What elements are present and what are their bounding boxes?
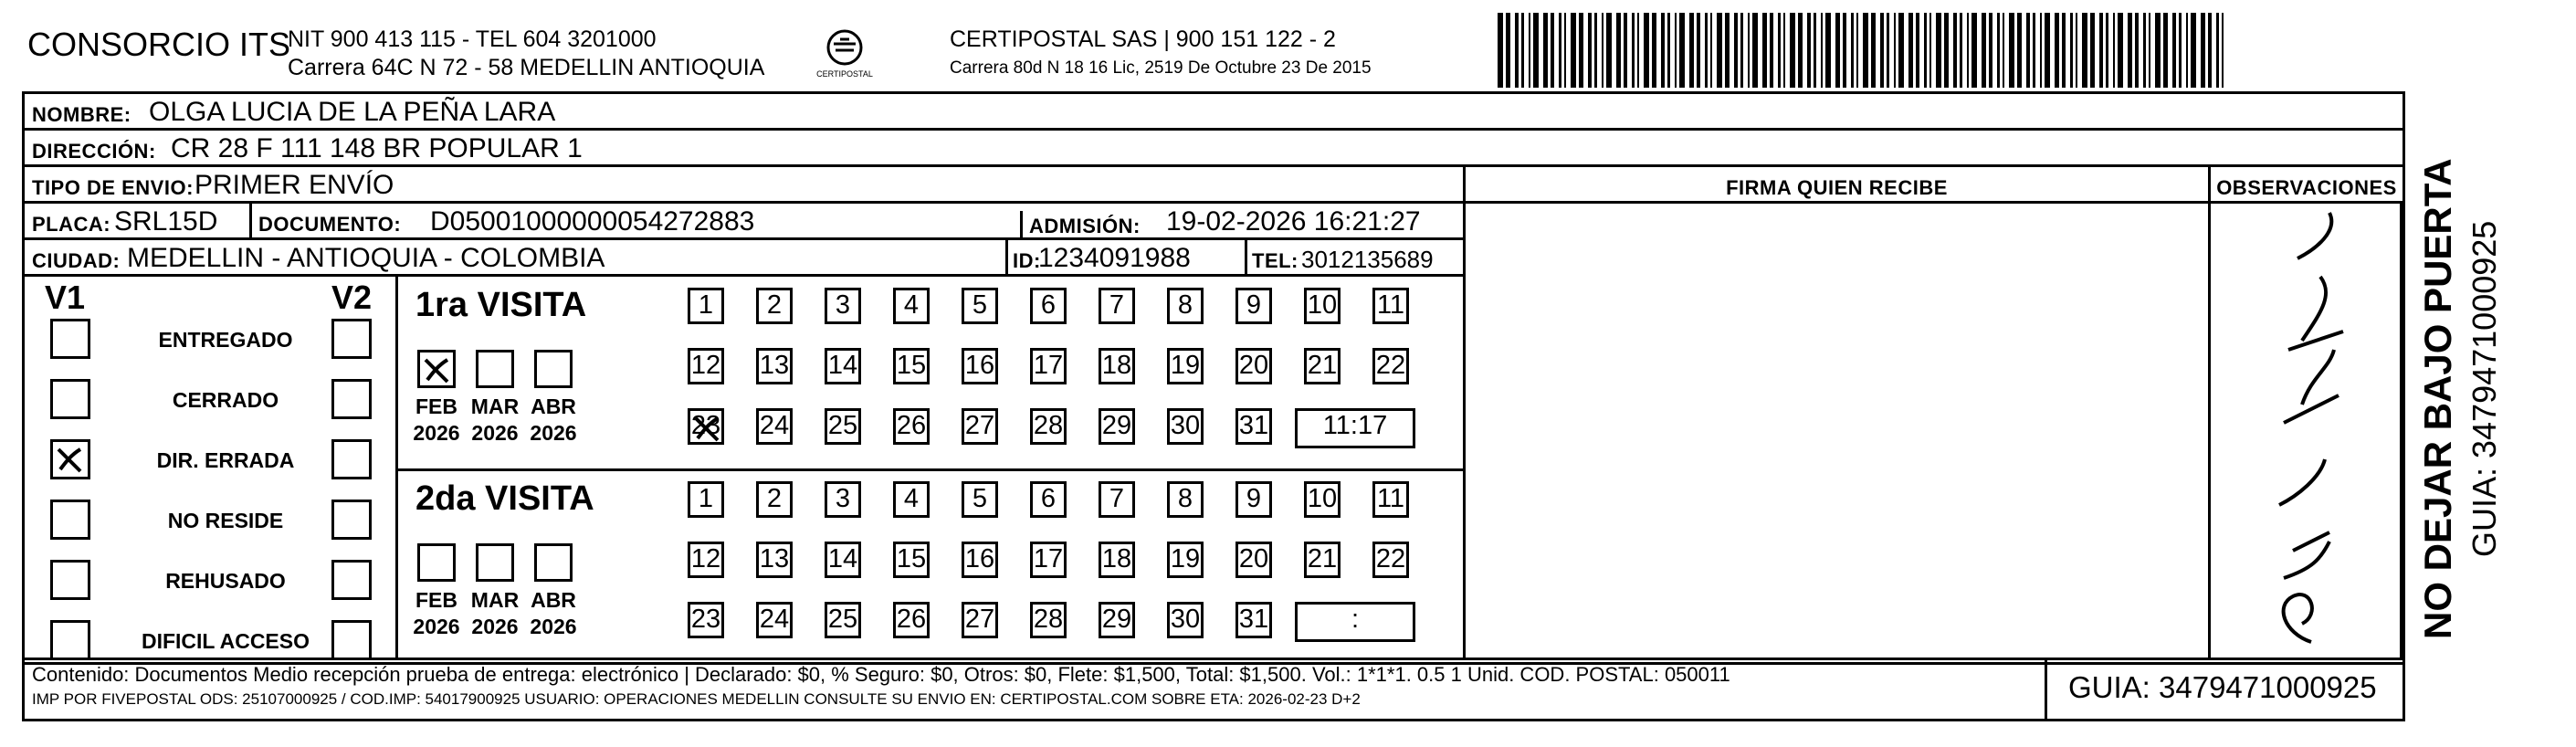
- barcode-bar: [1579, 13, 1583, 88]
- barcode-bar: [1564, 13, 1566, 88]
- day-box[interactable]: 1: [688, 288, 724, 324]
- barcode-bar: [1551, 13, 1554, 88]
- company-name: CONSORCIO ITS: [27, 26, 291, 63]
- barcode-bar: [2149, 13, 2150, 88]
- barcode-bar: [2208, 13, 2212, 88]
- barcode-bar: [2216, 13, 2219, 88]
- day-box[interactable]: 12: [688, 348, 724, 384]
- day-box[interactable]: 9: [1235, 288, 1272, 324]
- barcode-bar: [1997, 13, 2000, 88]
- barcode-bar: [1880, 13, 1884, 88]
- barcode-bar: [1863, 13, 1868, 88]
- barcode-bar: [1498, 13, 1503, 88]
- month-checkbox[interactable]: [417, 350, 456, 388]
- time-box[interactable]: :: [1295, 602, 1415, 642]
- day-box[interactable]: 8: [1167, 481, 1204, 518]
- day-box[interactable]: 19: [1167, 348, 1204, 384]
- day-box[interactable]: 31: [1235, 602, 1272, 638]
- status-v1-checkbox[interactable]: [50, 439, 90, 479]
- day-box[interactable]: 10: [1304, 288, 1341, 324]
- footer: [22, 658, 2405, 721]
- day-box[interactable]: 7: [1099, 481, 1135, 518]
- nombre-value: OLGA LUCIA DE LA PEÑA LARA: [149, 97, 556, 127]
- day-box[interactable]: 20: [1235, 348, 1272, 384]
- barcode-bar: [2082, 13, 2087, 88]
- observaciones-label: OBSERVACIONES: [2216, 176, 2397, 199]
- cert-line: CERTIPOSTAL SAS | 900 151 122 - 2: [950, 26, 1336, 52]
- status-v2-checkbox[interactable]: [331, 379, 372, 419]
- day-box[interactable]: 26: [893, 408, 930, 445]
- day-box[interactable]: 23: [688, 602, 724, 638]
- status-label: REHUSADO: [165, 569, 286, 593]
- barcode-bar: [1624, 13, 1627, 88]
- barcode-bar: [1652, 13, 1656, 88]
- day-box[interactable]: 17: [1030, 542, 1067, 578]
- barcode-bar: [2201, 13, 2205, 88]
- day-box[interactable]: 2: [756, 481, 793, 518]
- day-box[interactable]: 6: [1030, 481, 1067, 518]
- day-box[interactable]: 7: [1099, 288, 1135, 324]
- barcode-bar: [2017, 13, 2022, 88]
- barcode-bar: [1637, 13, 1639, 88]
- barcode-bar: [1543, 13, 1548, 88]
- status-v1-checkbox[interactable]: [50, 620, 90, 660]
- barcode-bar: [1807, 13, 1811, 88]
- day-box[interactable]: 30: [1167, 602, 1204, 638]
- barcode-bar: [1783, 13, 1785, 88]
- guia-footer: GUIA: 3479471000925: [2068, 670, 2377, 704]
- status-label: DIR. ERRADA: [156, 448, 295, 472]
- nit-line: NIT 900 413 115 - TEL 604 3201000: [288, 26, 657, 52]
- month-name: FEB: [415, 588, 457, 612]
- barcode-bar: [2143, 13, 2146, 88]
- status-label: DIFICIL ACCESO: [141, 629, 310, 653]
- day-box[interactable]: 2: [756, 288, 793, 324]
- placa-label: PLACA:: [32, 213, 111, 236]
- barcode-bar: [1734, 13, 1738, 88]
- no-dejar-text: NO DEJAR BAJO PUERTA: [2416, 158, 2459, 639]
- barcode-bar: [1814, 13, 1816, 88]
- status-v2-checkbox[interactable]: [331, 439, 372, 479]
- day-box[interactable]: 30: [1167, 408, 1204, 445]
- day-box[interactable]: 15: [893, 348, 930, 384]
- barcode-bar: [1632, 13, 1635, 88]
- status-label: CERRADO: [172, 388, 279, 412]
- nombre-row: [25, 94, 2403, 131]
- barcode-bar: [1843, 13, 1846, 88]
- tel-label: TEL:: [1252, 249, 1299, 272]
- divider: [22, 658, 2405, 660]
- barcode-bar: [1851, 13, 1854, 88]
- day-box[interactable]: 27: [962, 602, 998, 638]
- day-box[interactable]: 18: [1099, 542, 1135, 578]
- barcode-bar: [1825, 13, 1831, 88]
- month-checkbox[interactable]: [476, 543, 514, 582]
- status-v2-checkbox[interactable]: [331, 620, 372, 660]
- direccion-label: DIRECCIÓN:: [32, 140, 156, 163]
- day-box[interactable]: 17: [1030, 348, 1067, 384]
- documento-value: D05001000000054272883: [430, 206, 755, 237]
- month-year: 2026: [413, 615, 460, 638]
- barcode-bar: [1936, 13, 1941, 88]
- barcode-bar: [1705, 13, 1708, 88]
- tipo-row: [25, 167, 1466, 204]
- divider: [1005, 240, 1008, 277]
- status-v2-checkbox[interactable]: [331, 500, 372, 540]
- barcode-bar: [1916, 13, 1919, 88]
- day-box[interactable]: 11: [1372, 288, 1409, 324]
- barcode-bar: [1752, 13, 1758, 88]
- barcode-bar: [1667, 13, 1670, 88]
- day-box[interactable]: 21: [1304, 348, 1341, 384]
- barcode-bar: [1571, 13, 1576, 88]
- day-box[interactable]: 3: [825, 288, 861, 324]
- barcode-bar: [1506, 13, 1510, 88]
- firma-label: FIRMA QUIEN RECIBE: [1726, 176, 1948, 199]
- day-box[interactable]: 4: [893, 288, 930, 324]
- day-box[interactable]: 31: [1235, 408, 1272, 445]
- day-box[interactable]: 25: [825, 408, 861, 445]
- certipostal-info: [950, 26, 1372, 82]
- imp-text: IMP POR FIVEPOSTAL ODS: 25107000925 / COD.IMP: 54017900925 USUARIO: OPERACIONES MEDELLIN CONSULTE SU ENVIO EN: CERTIPOSTAL.COM SOBRE ETA: 2026-02-23 D+2: [32, 690, 1361, 708]
- firma-header: [1466, 167, 2208, 204]
- barcode-bar: [1762, 13, 1767, 88]
- v1-label: V1: [45, 279, 86, 316]
- day-box[interactable]: 14: [825, 542, 861, 578]
- month-year: 2026: [471, 615, 519, 638]
- month-label: [409, 394, 464, 447]
- month-checkbox[interactable]: [417, 543, 456, 582]
- day-box[interactable]: 28: [1030, 602, 1067, 638]
- day-box[interactable]: 23: [688, 408, 724, 445]
- day-box[interactable]: 5: [962, 481, 998, 518]
- barcode-bar: [2191, 13, 2196, 88]
- cert-address: Carrera 80d N 18 16 Lic, 2519 De Octubre 23 De 2015: [950, 58, 1372, 78]
- status-v1-checkbox[interactable]: [50, 500, 90, 540]
- day-box[interactable]: 6: [1030, 288, 1067, 324]
- day-box[interactable]: 10: [1304, 481, 1341, 518]
- side-guia-text: GUIA: 3479471000925: [2466, 220, 2503, 557]
- barcode-bar: [1697, 13, 1700, 88]
- status-v1-checkbox[interactable]: [50, 319, 90, 359]
- ciudad-row: [25, 240, 1466, 277]
- barcode-bar: [1770, 13, 1773, 88]
- barcode-bar: [1790, 13, 1795, 88]
- barcode-bar: [1740, 13, 1743, 88]
- month-label: [409, 587, 464, 640]
- barcode-bar: [1661, 13, 1665, 88]
- barcode-bar: [1856, 13, 1858, 88]
- barcode-bar: [1894, 13, 1896, 88]
- day-box[interactable]: 4: [893, 481, 930, 518]
- barcode-bar: [1725, 13, 1730, 88]
- barcode-bar: [1967, 13, 1969, 88]
- ciudad-value: MEDELLIN - ANTIOQUIA - COLOMBIA: [127, 243, 605, 273]
- barcode-bar: [2045, 13, 2050, 88]
- barcode-bar: [1717, 13, 1722, 88]
- v2-label: V2: [331, 279, 373, 316]
- day-box[interactable]: 25: [825, 602, 861, 638]
- status-v2-checkbox[interactable]: [331, 319, 372, 359]
- day-box[interactable]: 14: [825, 348, 861, 384]
- divider: [2403, 94, 2405, 662]
- status-v1-checkbox[interactable]: [50, 560, 90, 600]
- barcode-bar: [1644, 13, 1649, 88]
- barcode-bar: [1679, 13, 1685, 88]
- barcode-bar: [1908, 13, 1913, 88]
- divider: [1020, 211, 1023, 240]
- barcode-bar: [1982, 13, 1986, 88]
- divider: [249, 204, 252, 240]
- tipo-label: TIPO DE ENVIO:: [32, 176, 194, 199]
- barcode-bar: [2009, 13, 2014, 88]
- day-box[interactable]: 1: [688, 481, 724, 518]
- barcode-bar: [2099, 13, 2103, 88]
- divider: [2045, 658, 2047, 721]
- time-box[interactable]: 11:17: [1295, 408, 1415, 448]
- id-value: 1234091988: [1038, 243, 1191, 273]
- day-box[interactable]: 22: [1372, 542, 1409, 578]
- divider: [395, 468, 1466, 471]
- observaciones-header: [2208, 167, 2403, 204]
- status-label: ENTREGADO: [158, 328, 293, 352]
- divider: [1245, 240, 1247, 277]
- status-label: NO RESIDE: [167, 509, 284, 532]
- barcode-bar: [2128, 13, 2132, 88]
- company-info: [288, 26, 764, 82]
- barcode-bar: [2062, 13, 2066, 88]
- day-box[interactable]: 22: [1372, 348, 1409, 384]
- nombre-label: NOMBRE:: [32, 103, 131, 126]
- barcode-bar: [2118, 13, 2123, 88]
- visit1-title: 1ra VISITA: [415, 286, 587, 324]
- day-box[interactable]: 5: [962, 288, 998, 324]
- visits-area: [25, 277, 1466, 660]
- day-box[interactable]: 24: [756, 408, 793, 445]
- barcode-bar: [1944, 13, 1949, 88]
- barcode-bar: [1588, 13, 1592, 88]
- admision-value: 19-02-2026 16:21:27: [1166, 206, 1421, 237]
- barcode-bar: [1898, 13, 1904, 88]
- day-box[interactable]: 12: [688, 542, 724, 578]
- placa-row: [25, 204, 1466, 240]
- month-label: [468, 394, 522, 447]
- certipostal-logo: [813, 27, 877, 80]
- barcode-bar: [2135, 13, 2139, 88]
- barcode-bar: [2155, 13, 2161, 88]
- month-year: 2026: [471, 421, 519, 445]
- month-name: MAR: [470, 588, 520, 612]
- barcode-bar: [2070, 13, 2073, 88]
- status-v1-checkbox[interactable]: [50, 379, 90, 419]
- barcode-bar: [2003, 13, 2004, 88]
- day-box[interactable]: 3: [825, 481, 861, 518]
- day-box[interactable]: 21: [1304, 542, 1341, 578]
- barcode-bar: [1929, 13, 1931, 88]
- barcode-bar: [1989, 13, 1992, 88]
- shipping-form: [22, 91, 2405, 665]
- barcode-bar: [1521, 13, 1524, 88]
- barcode-bar: [2033, 13, 2035, 88]
- handwritten-observation: [2211, 204, 2403, 660]
- barcode-bar: [2076, 13, 2077, 88]
- day-box[interactable]: 29: [1099, 602, 1135, 638]
- day-box[interactable]: 19: [1167, 542, 1204, 578]
- barcode-bar: [1835, 13, 1840, 88]
- barcode-bar: [1971, 13, 1977, 88]
- barcode-bar: [1960, 13, 1962, 88]
- day-box[interactable]: 29: [1099, 408, 1135, 445]
- direccion-row: [25, 131, 2403, 167]
- placa-value: SRL15D: [114, 206, 218, 237]
- month-year: 2026: [413, 421, 460, 445]
- day-box[interactable]: 8: [1167, 288, 1204, 324]
- barcode-bar: [1887, 13, 1889, 88]
- barcode-bar: [2186, 13, 2188, 88]
- documento-label: DOCUMENTO:: [258, 213, 402, 236]
- day-box[interactable]: 13: [756, 348, 793, 384]
- barcode-bar: [1616, 13, 1621, 88]
- barcode-bar: [1594, 13, 1597, 88]
- barcode-bar: [1798, 13, 1803, 88]
- barcode-bar: [1559, 13, 1561, 88]
- month-year: 2026: [530, 421, 577, 445]
- barcode-bar: [1515, 13, 1519, 88]
- day-box[interactable]: 9: [1235, 481, 1272, 518]
- barcode-bar: [1533, 13, 1539, 88]
- barcode-bar: [2106, 13, 2108, 88]
- barcode-bar: [2222, 13, 2224, 88]
- barcode-bar: [1821, 13, 1823, 88]
- barcode-bar: [2179, 13, 2182, 88]
- day-box[interactable]: 24: [756, 602, 793, 638]
- day-box[interactable]: 28: [1030, 408, 1067, 445]
- month-year: 2026: [530, 615, 577, 638]
- svg-text:CERTIPOSTAL: CERTIPOSTAL: [816, 69, 873, 79]
- direccion-value: CR 28 F 111 148 BR POPULAR 1: [171, 133, 583, 163]
- day-box[interactable]: 11: [1372, 481, 1409, 518]
- day-box[interactable]: 20: [1235, 542, 1272, 578]
- firma-area[interactable]: [1466, 204, 2208, 660]
- barcode-bar: [1924, 13, 1927, 88]
- barcode-bar: [2026, 13, 2030, 88]
- barcode-bar: [2163, 13, 2168, 88]
- barcode-bar: [1710, 13, 1712, 88]
- company-address: Carrera 64C N 72 - 58 MEDELLIN ANTIOQUIA: [288, 55, 765, 80]
- barcode-bar: [1748, 13, 1750, 88]
- day-box[interactable]: 13: [756, 542, 793, 578]
- barcode-bar: [2090, 13, 2095, 88]
- day-box[interactable]: 18: [1099, 348, 1135, 384]
- month-checkbox[interactable]: [534, 350, 573, 388]
- barcode: [1498, 13, 2228, 88]
- day-box[interactable]: 26: [893, 602, 930, 638]
- month-name: ABR: [531, 588, 576, 612]
- day-box[interactable]: 16: [962, 348, 998, 384]
- month-name: FEB: [415, 395, 457, 418]
- month-checkbox[interactable]: [476, 350, 514, 388]
- barcode-bar: [2113, 13, 2115, 88]
- day-box[interactable]: 27: [962, 408, 998, 445]
- day-box[interactable]: 16: [962, 542, 998, 578]
- ciudad-label: CIUDAD:: [32, 249, 121, 272]
- tipo-value: PRIMER ENVÍO: [195, 170, 394, 200]
- visit2-title: 2da VISITA: [415, 479, 594, 518]
- tel-value: 3012135689: [1301, 246, 1434, 273]
- month-name: ABR: [531, 395, 576, 418]
- contenido-text: Contenido: Documentos Medio recepción prueba de entrega: electrónico | Declarado: $0, % Seguro: $0, Otros: $0, Flete: $1,500, Total: $1,500. Vol.: 1*1*1. 0.5 1 Unid. COD. POSTAL: 050011: [32, 663, 1730, 686]
- barcode-bar: [1778, 13, 1781, 88]
- month-label: [526, 394, 581, 447]
- month-label: [526, 587, 581, 640]
- month-name: MAR: [470, 395, 520, 418]
- barcode-bar: [1689, 13, 1694, 88]
- month-label: [468, 587, 522, 640]
- barcode-bar: [2040, 13, 2042, 88]
- barcode-bar: [1606, 13, 1612, 88]
- barcode-bar: [1529, 13, 1530, 88]
- barcode-bar: [1675, 13, 1677, 88]
- barcode-bar: [1953, 13, 1957, 88]
- barcode-bar: [1602, 13, 1603, 88]
- observaciones-area[interactable]: [2208, 204, 2403, 660]
- month-checkbox[interactable]: [534, 543, 573, 582]
- admision-label: ADMISIÓN:: [1029, 215, 1141, 237]
- barcode-bar: [2172, 13, 2176, 88]
- id-label: ID:: [1013, 249, 1041, 272]
- barcode-bar: [2055, 13, 2059, 88]
- status-v2-checkbox[interactable]: [331, 560, 372, 600]
- day-box[interactable]: 15: [893, 542, 930, 578]
- barcode-bar: [1871, 13, 1876, 88]
